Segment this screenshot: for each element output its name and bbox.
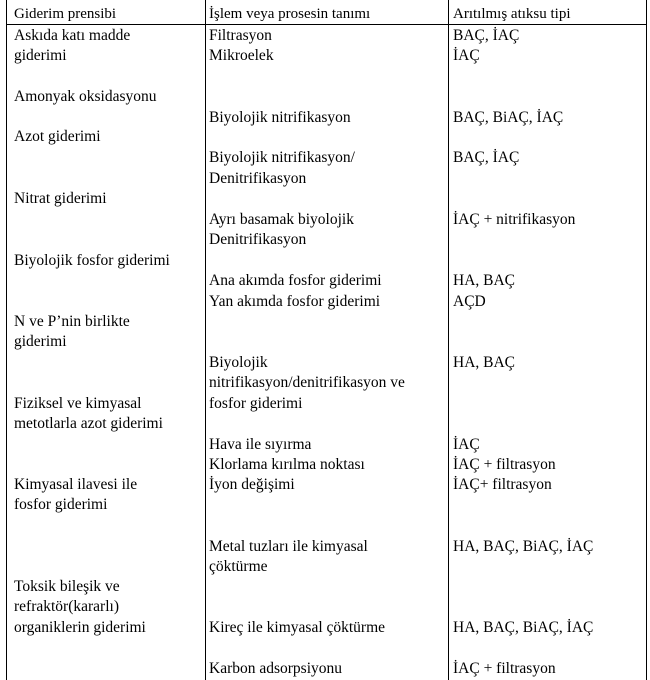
wastewater-type-text: BAÇ, İAÇ bbox=[453, 149, 520, 166]
process-text: Klorlama kırılma noktası bbox=[209, 456, 365, 473]
process-text: Yan akımda fosfor giderimi bbox=[209, 293, 381, 310]
principle-text: Nitrat giderimi bbox=[14, 190, 107, 207]
column-divider bbox=[448, 0, 449, 680]
principle-text: N ve P’nin birlikte bbox=[14, 313, 130, 330]
principle-text: Toksik bileşik ve bbox=[14, 578, 120, 595]
process-text: nitrifikasyon/denitrifikasyon ve bbox=[209, 374, 405, 391]
process-text: Hava ile sıyırma bbox=[209, 436, 312, 453]
principle-text: giderimi bbox=[14, 333, 67, 350]
wastewater-type-text: AÇD bbox=[453, 293, 486, 310]
wastewater-type-text: İAÇ bbox=[453, 436, 480, 453]
wastewater-type-text: HA, BAÇ bbox=[453, 272, 516, 289]
wastewater-type-text: HA, BAÇ bbox=[453, 354, 516, 371]
wastewater-type-text: BAÇ, İAÇ bbox=[453, 27, 520, 44]
process-text: Mikroelek bbox=[209, 47, 274, 64]
header-process: İşlem veya prosesin tanımı bbox=[209, 6, 371, 22]
process-text: İyon değişimi bbox=[209, 476, 295, 493]
principle-text: Amonyak oksidasyonu bbox=[14, 88, 157, 105]
process-text: Denitrifikasyon bbox=[209, 170, 307, 187]
wastewater-type-text: HA, BAÇ, BiAÇ, İAÇ bbox=[453, 538, 594, 555]
process-text: Ayrı basamak biyolojik bbox=[209, 211, 354, 228]
process-text: Biyolojik bbox=[209, 354, 268, 371]
process-text: Biyolojik nitrifikasyon/ bbox=[209, 149, 355, 166]
principle-text: Azot giderimi bbox=[14, 128, 101, 145]
wastewater-type-text: İAÇ + nitrifikasyon bbox=[453, 211, 576, 228]
wastewater-type-text: BAÇ, BiAÇ, İAÇ bbox=[453, 109, 564, 126]
process-text: fosfor giderimi bbox=[209, 395, 303, 412]
process-text: Denitrifikasyon bbox=[209, 231, 307, 248]
principle-text: organiklerin giderimi bbox=[14, 619, 146, 636]
header-divider bbox=[7, 24, 646, 25]
process-text: Biyolojik nitrifikasyon bbox=[209, 109, 351, 126]
wastewater-type-text: İAÇ + filtrasyon bbox=[453, 456, 556, 473]
header-principle: Giderim prensibi bbox=[14, 6, 117, 22]
process-text: çöktürme bbox=[209, 558, 268, 575]
principle-text: metotlarla azot giderimi bbox=[14, 415, 163, 432]
principle-text: Kimyasal ilavesi ile bbox=[14, 476, 138, 493]
column-divider bbox=[205, 0, 206, 680]
wastewater-type-text: İAÇ + filtrasyon bbox=[453, 660, 556, 677]
wastewater-type-text: HA, BAÇ, BiAÇ, İAÇ bbox=[453, 619, 594, 636]
principle-text: Askıda katı madde bbox=[14, 27, 131, 44]
principle-text: Fiziksel ve kimyasal bbox=[14, 395, 142, 412]
header-wastewater-type: Arıtılmış atıksu tipi bbox=[453, 6, 571, 22]
wastewater-type-text: İAÇ+ filtrasyon bbox=[453, 476, 552, 493]
process-text: Metal tuzları ile kimyasal bbox=[209, 538, 368, 555]
principle-text: refraktör(kararlı) bbox=[14, 598, 119, 615]
principle-text: Biyolojik fosfor giderimi bbox=[14, 252, 170, 269]
principle-text: giderimi bbox=[14, 47, 67, 64]
process-text: Kireç ile kimyasal çöktürme bbox=[209, 619, 386, 636]
process-text: Ana akımda fosfor giderimi bbox=[209, 272, 382, 289]
process-text: Karbon adsorpsiyonu bbox=[209, 660, 343, 677]
process-text: Filtrasyon bbox=[209, 27, 272, 44]
wastewater-type-text: İAÇ bbox=[453, 47, 480, 64]
principle-text: fosfor giderimi bbox=[14, 496, 108, 513]
